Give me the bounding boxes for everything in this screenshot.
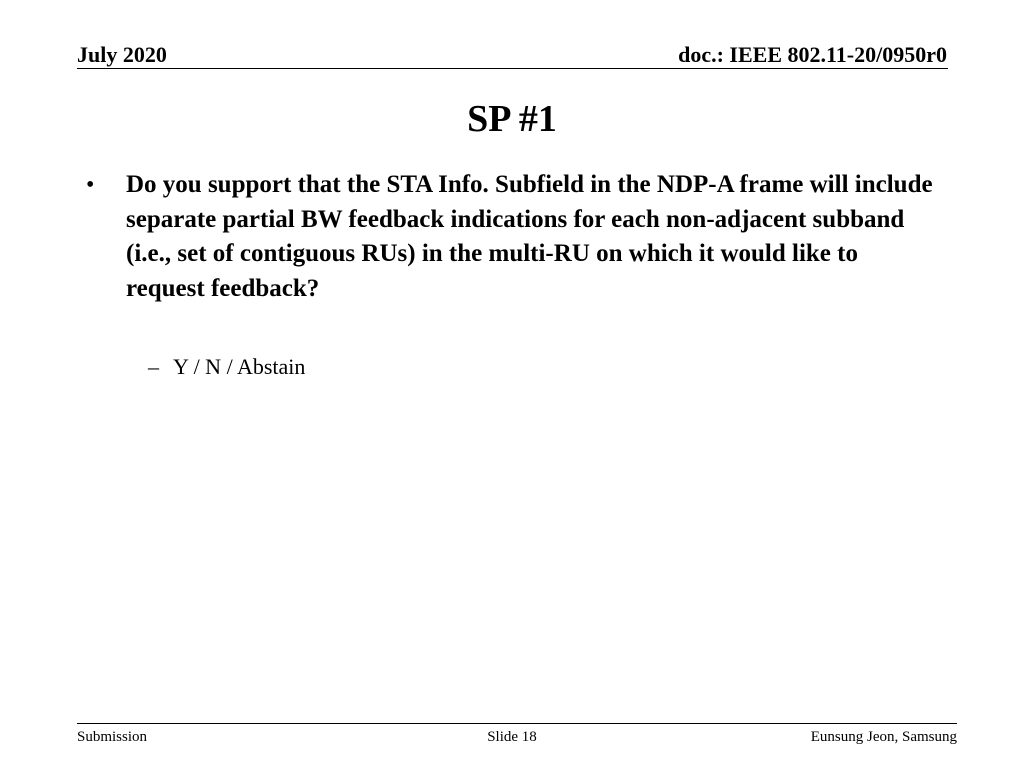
bullet-marker: •: [86, 172, 95, 198]
header-doc-id: doc.: IEEE 802.11-20/0950r0: [678, 42, 947, 67]
footer-submission: Submission: [77, 729, 148, 745]
footer-divider: [77, 723, 957, 724]
slide-title: SP #1: [467, 98, 557, 140]
bullet-text: Do you support that the STA Info. Subfield in the NDP-A frame will include separate partial BW feedback indications for each non-adjacent subband (i.e., set of contiguous RUs) in the multi-RU on which it would like to request feedback?: [126, 171, 933, 302]
header-divider: [77, 68, 948, 69]
footer-author: Eunsung Jeon, Samsung: [810, 729, 957, 745]
sub-bullet-marker: –: [148, 354, 159, 379]
footer-slide-number: Slide 18: [487, 729, 537, 745]
header-date: July 2020: [77, 42, 167, 67]
sub-bullet-text: Y / N / Abstain: [173, 354, 306, 379]
